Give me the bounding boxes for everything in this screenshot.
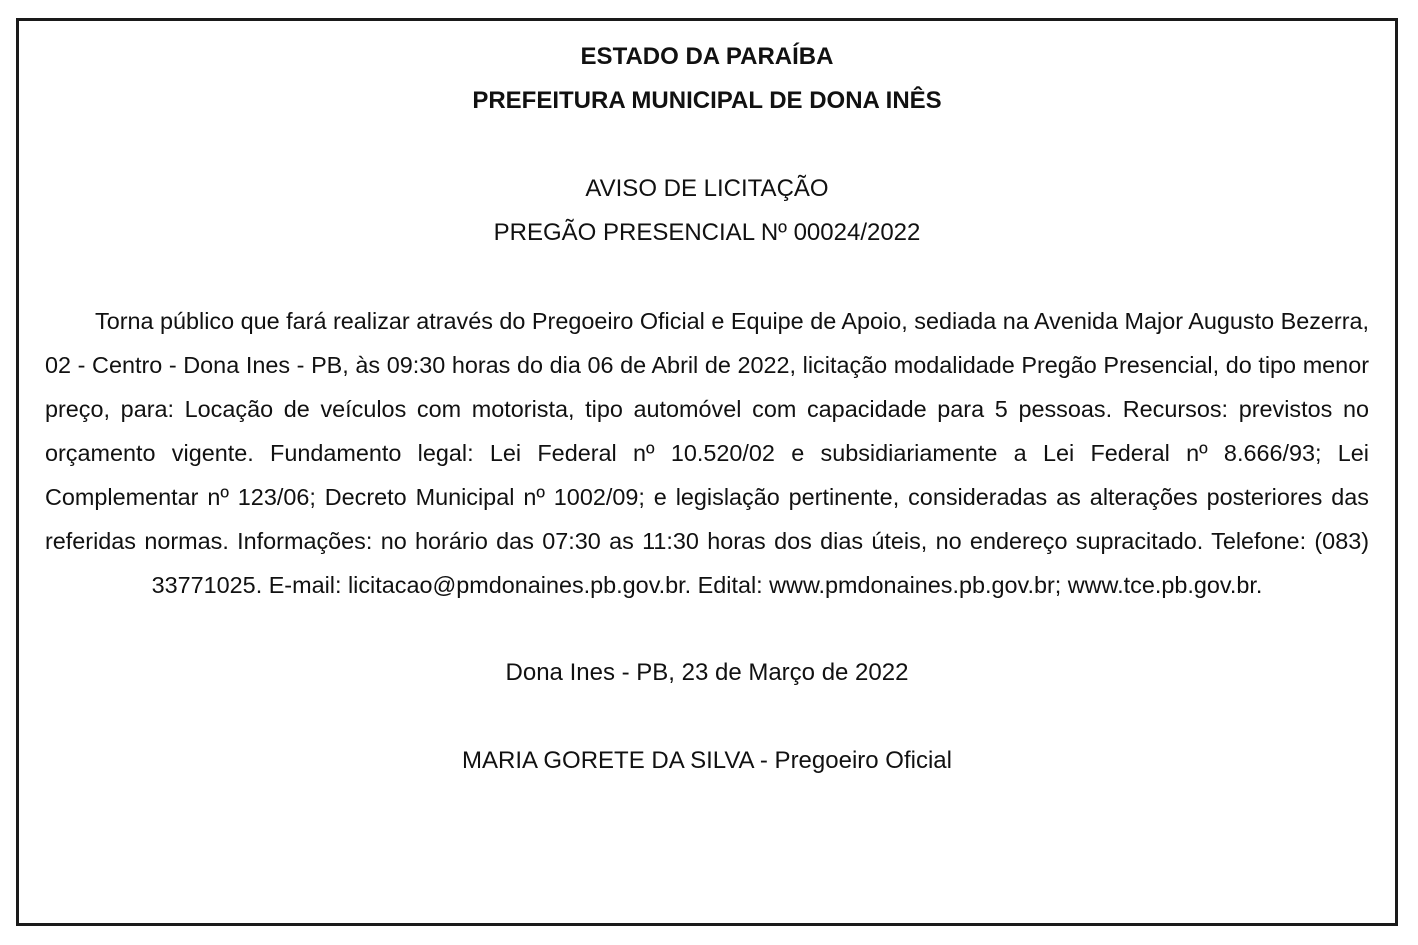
notice-box (16, 18, 1398, 926)
notice-header (19, 35, 1395, 123)
municipality-name: PREFEITURA MUNICIPAL DE DONA INÊS (472, 87, 942, 114)
place-date: Dona Ines - PB, 23 de Março de 2022 (505, 659, 909, 686)
notice-type: AVISO DE LICITAÇÃO (585, 175, 829, 202)
signature: MARIA GORETE DA SILVA - Pregoeiro Oficial (462, 747, 952, 774)
notice-body: Torna público que fará realizar através do Pregoeiro Oficial e Equipe de Apoio, sediada na Avenida Major Augusto Bezerra, 02 - Centro - Dona Ines - PB, às 09:30 horas do dia 06 de Abril de 2022, licitação modalidade Pregão Presencial, do tipo menor preço, para: Locação de veículos com motorista, tipo automóvel com capacidade para 5 pessoas. Recursos: previstos no orçamento vigente. Fundamento legal: Lei Federal nº 10.520/02 e subsidiariamente a Lei Federal nº 8.666/93; Lei Complementar nº 123/06; Decreto Municipal nº 1002/09; e legislação pertinente, consideradas as alterações posteriores das referidas normas. Informações: no horário das 07:30 as 11:30 horas dos dias úteis, no endereço supracitado. Telefone: (083) 33771025. E-mail: licitacao@pmdonaines.pb.gov.br. Edital: www.pmdonaines.pb.gov.br; www.tce.pb.gov.br. (45, 308, 1369, 598)
state-name: ESTADO DA PARAÍBA (580, 43, 834, 70)
notice-reference: PREGÃO PRESENCIAL Nº 00024/2022 (493, 219, 921, 246)
notice-title-block (19, 167, 1395, 255)
